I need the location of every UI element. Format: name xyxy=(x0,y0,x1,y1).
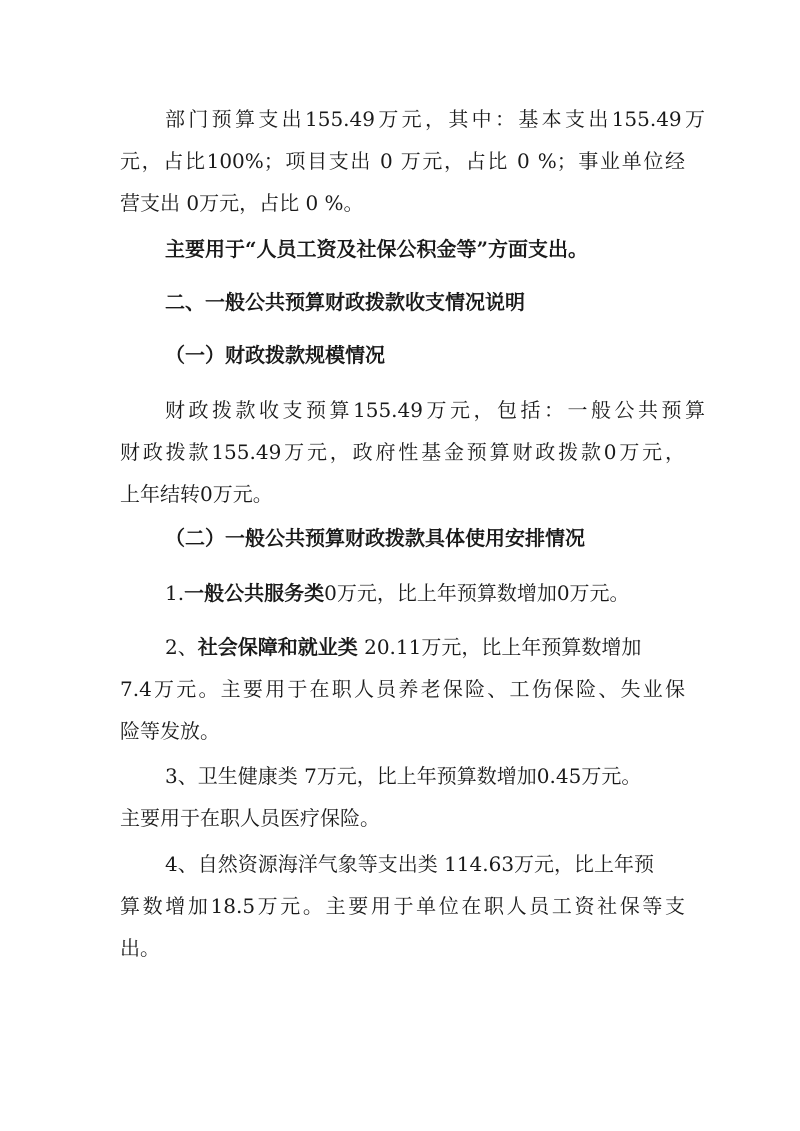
item-prefix: 2、 xyxy=(165,635,198,659)
paragraph-line: 出。 xyxy=(120,936,160,960)
heading-text: （二）一般公共预算财政拨款具体使用安排情况 xyxy=(165,526,585,550)
paragraph-line: 4、自然资源海洋气象等支出类 114.63万元，比上年预 xyxy=(165,852,655,876)
paragraph-line: 营支出 0万元，占比 0 %。 xyxy=(120,191,364,215)
paragraph-line: 部门预算支出155.49万元，其中：基本支出155.49万 xyxy=(165,107,705,131)
heading-text: 二、一般公共预算财政拨款收支情况说明 xyxy=(165,290,525,314)
item-category: 社会保障和就业类 xyxy=(197,635,358,659)
item-detail: 20.11万元，比上年预算数增加 xyxy=(357,635,642,659)
paragraph-line: 上年结转0万元。 xyxy=(120,482,273,506)
paragraph-line: 3、卫生健康类 7万元，比上年预算数增加0.45万元。 xyxy=(165,764,642,788)
item-detail: 0万元，比上年预算数增加0万元。 xyxy=(324,581,630,605)
item-prefix: 1. xyxy=(165,581,185,605)
paragraph-line xyxy=(165,628,641,666)
heading-text: （一）财政拨款规模情况 xyxy=(165,343,385,367)
item-category: 一般公共服务类 xyxy=(184,581,325,605)
paragraph-line: 财政拨款收支预算155.49万元，包括：一般公共预算 xyxy=(165,398,705,422)
paragraph-line: 主要用于“人员工资及社保公积金等”方面支出。 xyxy=(165,237,589,261)
paragraph-line: 算数增加18.5万元。主要用于单位在职人员工资社保等支 xyxy=(120,894,685,918)
paragraph-line: 主要用于在职人员医疗保险。 xyxy=(120,806,380,830)
paragraph-line xyxy=(165,574,630,612)
paragraph-line: 险等发放。 xyxy=(120,719,220,743)
paragraph-line: 7.4万元。主要用于在职人员养老保险、工伤保险、失业保 xyxy=(120,677,685,701)
paragraph-line: 元，占比100%；项目支出 0 万元，占比 0 %；事业单位经 xyxy=(120,149,685,173)
paragraph-line: 财政拨款155.49万元，政府性基金预算财政拨款0万元， xyxy=(120,440,685,464)
